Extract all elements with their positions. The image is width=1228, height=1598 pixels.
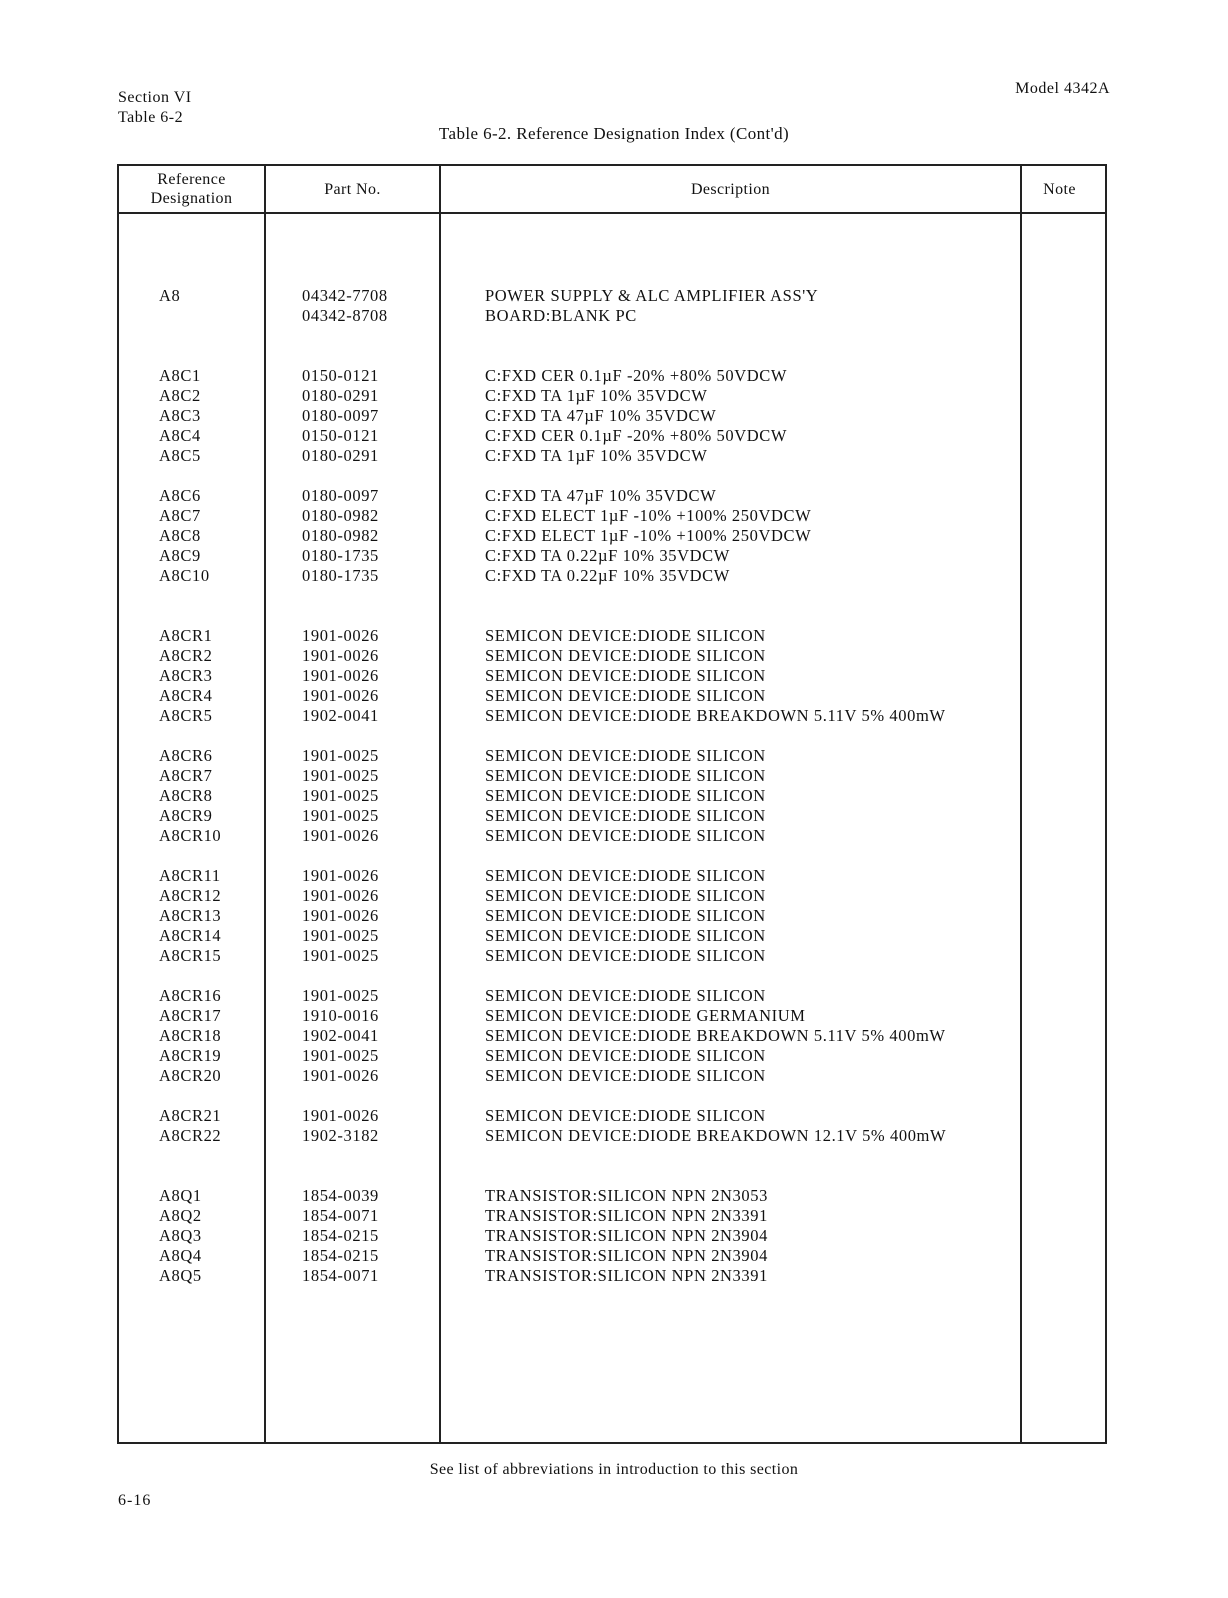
description-cell: SEMICON DEVICE:DIODE SILICON (485, 1106, 766, 1125)
description-cell: SEMICON DEVICE:DIODE SILICON (485, 886, 766, 905)
description-cell: POWER SUPPLY & ALC AMPLIFIER ASS'Y (485, 286, 819, 305)
table-row (119, 506, 1105, 526)
reference-cell: A8CR8 (159, 786, 213, 805)
table-row (119, 926, 1105, 946)
reference-cell: A8CR21 (159, 1106, 222, 1125)
description-cell: TRANSISTOR:SILICON NPN 2N3391 (485, 1266, 768, 1285)
reference-cell: A8C7 (159, 506, 201, 525)
description-cell: SEMICON DEVICE:DIODE SILICON (485, 646, 766, 665)
description-cell: C:FXD TA 1µF 10% 35VDCW (485, 446, 708, 465)
table-row (119, 446, 1105, 466)
description-cell: SEMICON DEVICE:DIODE SILICON (485, 786, 766, 805)
reference-cell: A8CR20 (159, 1066, 222, 1085)
table-ref-label: Table 6-2 (118, 109, 184, 126)
description-cell: C:FXD TA 47µF 10% 35VDCW (485, 406, 717, 425)
part-number-cell: 1901-0026 (302, 666, 379, 685)
part-number-cell: 1854-0071 (302, 1266, 379, 1285)
table-row (119, 1226, 1105, 1246)
reference-cell: A8C8 (159, 526, 201, 545)
reference-cell: A8Q4 (159, 1246, 202, 1265)
description-cell: BOARD:BLANK PC (485, 306, 637, 325)
table-row (119, 1206, 1105, 1226)
description-cell: SEMICON DEVICE:DIODE SILICON (485, 766, 766, 785)
column-header-description: Description (690, 180, 771, 198)
description-cell: SEMICON DEVICE:DIODE SILICON (485, 866, 766, 885)
description-cell: SEMICON DEVICE:DIODE SILICON (485, 826, 766, 845)
part-number-cell: 1901-0026 (302, 1066, 379, 1085)
part-number-cell: 0180-0982 (302, 506, 379, 525)
reference-cell: A8CR6 (159, 746, 213, 765)
part-number-cell: 1901-0026 (302, 886, 379, 905)
description-cell: SEMICON DEVICE:DIODE SILICON (485, 986, 766, 1005)
reference-cell: A8CR22 (159, 1126, 222, 1145)
table-row (119, 986, 1105, 1006)
table-row (119, 646, 1105, 666)
reference-cell: A8CR18 (159, 1026, 222, 1045)
reference-cell: A8CR2 (159, 646, 213, 665)
table-row (119, 386, 1105, 406)
table-row (119, 886, 1105, 906)
reference-cell: A8 (159, 286, 181, 305)
table-row (119, 1026, 1105, 1046)
table-row (119, 546, 1105, 566)
page-number: 6-16 (118, 1492, 152, 1509)
reference-cell: A8CR15 (159, 946, 222, 965)
part-number-cell: 1854-0215 (302, 1226, 379, 1245)
table-row (119, 1266, 1105, 1286)
part-number-cell: 1902-0041 (302, 1026, 379, 1045)
table-row (119, 766, 1105, 786)
part-number-cell: 1901-0025 (302, 746, 379, 765)
description-cell: TRANSISTOR:SILICON NPN 2N3904 (485, 1246, 768, 1265)
reference-cell: A8CR3 (159, 666, 213, 685)
reference-cell: A8CR10 (159, 826, 222, 845)
reference-cell: A8C4 (159, 426, 201, 445)
table-row (119, 626, 1105, 646)
reference-cell: A8Q3 (159, 1226, 202, 1245)
reference-cell: A8CR14 (159, 926, 222, 945)
table-row (119, 426, 1105, 446)
table-row (119, 786, 1105, 806)
part-number-cell: 1901-0025 (302, 986, 379, 1005)
table-row (119, 806, 1105, 826)
reference-cell: A8Q2 (159, 1206, 202, 1225)
description-cell: TRANSISTOR:SILICON NPN 2N3053 (485, 1186, 768, 1205)
part-number-cell: 1901-0026 (302, 686, 379, 705)
description-cell: SEMICON DEVICE:DIODE SILICON (485, 666, 766, 685)
part-number-cell: 1901-0026 (302, 906, 379, 925)
table-row (119, 486, 1105, 506)
description-cell: SEMICON DEVICE:DIODE SILICON (485, 746, 766, 765)
description-cell: SEMICON DEVICE:DIODE BREAKDOWN 12.1V 5% 400mW (485, 1126, 947, 1145)
description-cell: C:FXD ELECT 1µF -10% +100% 250VDCW (485, 506, 812, 525)
table-row (119, 906, 1105, 926)
table-row (119, 666, 1105, 686)
table-row (119, 406, 1105, 426)
table-row (119, 286, 1105, 306)
table-row (119, 946, 1105, 966)
part-number-cell: 0180-0982 (302, 526, 379, 545)
model-label: Model 4342A (1015, 80, 1110, 97)
description-cell: TRANSISTOR:SILICON NPN 2N3391 (485, 1206, 768, 1225)
column-header-reference-line2: Designation (150, 190, 233, 207)
table-row (119, 866, 1105, 886)
part-number-cell: 0180-1735 (302, 566, 379, 585)
description-cell: SEMICON DEVICE:DIODE SILICON (485, 906, 766, 925)
table-row (119, 686, 1105, 706)
reference-cell: A8CR13 (159, 906, 222, 925)
table-title: Table 6-2. Reference Designation Index (Cont'd) (438, 124, 790, 143)
description-cell: SEMICON DEVICE:DIODE BREAKDOWN 5.11V 5% 400mW (485, 1026, 946, 1045)
table-row (119, 826, 1105, 846)
header-divider (119, 212, 1105, 214)
part-number-cell: 1901-0026 (302, 826, 379, 845)
table-row (119, 746, 1105, 766)
description-cell: SEMICON DEVICE:DIODE SILICON (485, 626, 766, 645)
table-row (119, 1006, 1105, 1026)
reference-cell: A8C1 (159, 366, 201, 385)
reference-cell: A8CR9 (159, 806, 213, 825)
description-cell: C:FXD TA 0.22µF 10% 35VDCW (485, 566, 730, 585)
table-row (119, 306, 1105, 326)
part-number-cell: 04342-8708 (302, 306, 388, 325)
column-header-note: Note (1043, 180, 1076, 198)
part-number-cell: 1901-0026 (302, 1106, 379, 1125)
column-header-part: Part No. (324, 180, 381, 198)
reference-cell: A8Q5 (159, 1266, 202, 1285)
reference-cell: A8C10 (159, 566, 210, 585)
table-row (119, 1046, 1105, 1066)
reference-cell: A8CR4 (159, 686, 213, 705)
description-cell: C:FXD ELECT 1µF -10% +100% 250VDCW (485, 526, 812, 545)
part-number-cell: 1901-0025 (302, 946, 379, 965)
part-number-cell: 1901-0026 (302, 646, 379, 665)
reference-cell: A8C3 (159, 406, 201, 425)
part-number-cell: 1901-0025 (302, 766, 379, 785)
part-number-cell: 1910-0016 (302, 1006, 379, 1025)
part-number-cell: 1854-0039 (302, 1186, 379, 1205)
reference-cell: A8C6 (159, 486, 201, 505)
part-number-cell: 0180-0291 (302, 386, 379, 405)
reference-cell: A8C2 (159, 386, 201, 405)
description-cell: TRANSISTOR:SILICON NPN 2N3904 (485, 1226, 768, 1245)
part-number-cell: 0180-1735 (302, 546, 379, 565)
part-number-cell: 1901-0026 (302, 626, 379, 645)
reference-cell: A8CR16 (159, 986, 222, 1005)
description-cell: C:FXD CER 0.1µF -20% +80% 50VDCW (485, 426, 788, 445)
part-number-cell: 1854-0215 (302, 1246, 379, 1265)
reference-cell: A8CR19 (159, 1046, 222, 1065)
part-number-cell: 1901-0025 (302, 786, 379, 805)
part-number-cell: 1901-0025 (302, 926, 379, 945)
table-row (119, 566, 1105, 586)
description-cell: SEMICON DEVICE:DIODE SILICON (485, 946, 766, 965)
part-number-cell: 1901-0025 (302, 1046, 379, 1065)
part-number-cell: 0150-0121 (302, 426, 379, 445)
part-number-cell: 1902-0041 (302, 706, 379, 725)
description-cell: SEMICON DEVICE:DIODE SILICON (485, 686, 766, 705)
part-number-cell: 0180-0291 (302, 446, 379, 465)
reference-cell: A8CR7 (159, 766, 213, 785)
reference-cell: A8C9 (159, 546, 201, 565)
reference-cell: A8CR12 (159, 886, 222, 905)
table-row (119, 1106, 1105, 1126)
section-label: Section VI (118, 89, 192, 106)
reference-cell: A8CR5 (159, 706, 213, 725)
description-cell: SEMICON DEVICE:DIODE SILICON (485, 1046, 766, 1065)
reference-cell: A8CR11 (159, 866, 221, 885)
reference-designation-table (117, 164, 1107, 1444)
description-cell: C:FXD TA 1µF 10% 35VDCW (485, 386, 708, 405)
part-number-cell: 1901-0025 (302, 806, 379, 825)
description-cell: SEMICON DEVICE:DIODE GERMANIUM (485, 1006, 806, 1025)
description-cell: C:FXD TA 0.22µF 10% 35VDCW (485, 546, 730, 565)
reference-cell: A8Q1 (159, 1186, 202, 1205)
description-cell: SEMICON DEVICE:DIODE SILICON (485, 1066, 766, 1085)
part-number-cell: 0150-0121 (302, 366, 379, 385)
description-cell: SEMICON DEVICE:DIODE SILICON (485, 926, 766, 945)
description-cell: C:FXD TA 47µF 10% 35VDCW (485, 486, 717, 505)
table-row (119, 1246, 1105, 1266)
table-row (119, 366, 1105, 386)
reference-cell: A8CR1 (159, 626, 213, 645)
reference-cell: A8CR17 (159, 1006, 222, 1025)
part-number-cell: 0180-0097 (302, 486, 379, 505)
table-row (119, 1126, 1105, 1146)
description-cell: SEMICON DEVICE:DIODE BREAKDOWN 5.11V 5% 400mW (485, 706, 946, 725)
part-number-cell: 04342-7708 (302, 286, 388, 305)
column-header-reference (119, 166, 264, 212)
footer-note: See list of abbreviations in introduction to this section (429, 1461, 799, 1478)
table-row (119, 526, 1105, 546)
table-row (119, 706, 1105, 726)
description-cell: C:FXD CER 0.1µF -20% +80% 50VDCW (485, 366, 788, 385)
reference-cell: A8C5 (159, 446, 201, 465)
table-row (119, 1066, 1105, 1086)
part-number-cell: 1854-0071 (302, 1206, 379, 1225)
column-header-reference-line1: Reference (157, 171, 226, 188)
table-row (119, 1186, 1105, 1206)
part-number-cell: 0180-0097 (302, 406, 379, 425)
description-cell: SEMICON DEVICE:DIODE SILICON (485, 806, 766, 825)
part-number-cell: 1902-3182 (302, 1126, 379, 1145)
section-header (118, 88, 192, 128)
part-number-cell: 1901-0026 (302, 866, 379, 885)
